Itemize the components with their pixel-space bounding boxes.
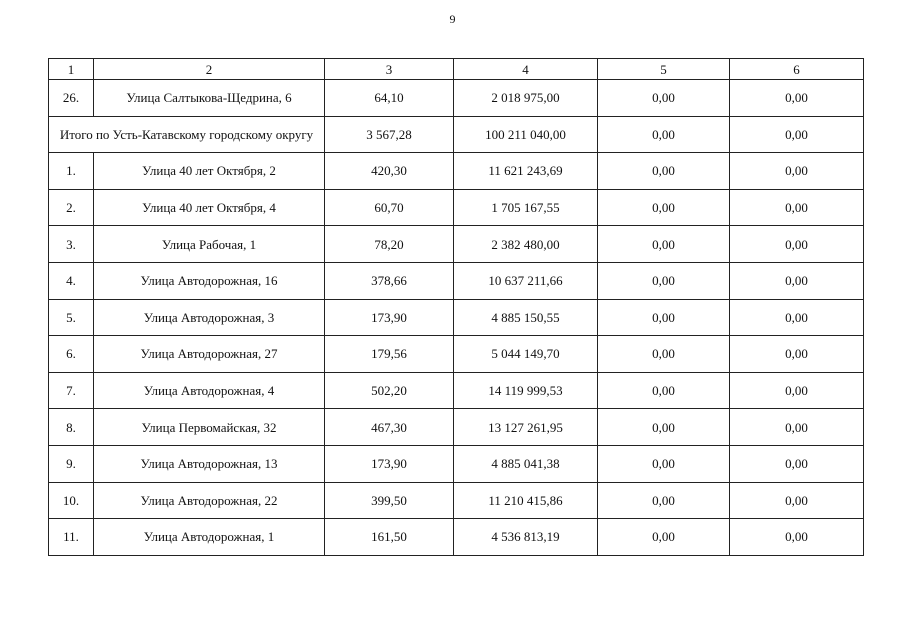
- column-5-cell: 0,00: [598, 372, 730, 409]
- cost-cell: 4 885 041,38: [454, 445, 598, 482]
- cost-cell: 13 127 261,95: [454, 409, 598, 446]
- data-table: [48, 58, 864, 556]
- address-cell: Улица Автодорожная, 4: [94, 372, 325, 409]
- column-6-cell: 0,00: [730, 372, 864, 409]
- address-cell: Улица Рабочая, 1: [94, 226, 325, 263]
- cost-cell: 11 210 415,86: [454, 482, 598, 519]
- column-5-cell: 0,00: [598, 482, 730, 519]
- area-cell: 399,50: [325, 482, 454, 519]
- column-6-cell: 0,00: [730, 262, 864, 299]
- row-number: 10.: [49, 482, 94, 519]
- area-cell: 420,30: [325, 153, 454, 190]
- address-cell: Улица Первомайская, 32: [94, 409, 325, 446]
- cost-cell: 4 536 813,19: [454, 519, 598, 556]
- total-row: [49, 116, 864, 153]
- table-row: [49, 482, 864, 519]
- cost-cell: 2 382 480,00: [454, 226, 598, 263]
- table-header-row: [49, 59, 864, 80]
- column-6-cell: 0,00: [730, 153, 864, 190]
- column-6-cell: 0,00: [730, 189, 864, 226]
- total-label: Итого по Усть-Катавскому городскому округу: [49, 116, 325, 153]
- cost-cell: 1 705 167,55: [454, 189, 598, 226]
- row-number: 4.: [49, 262, 94, 299]
- table-row: [49, 445, 864, 482]
- cost-cell: 100 211 040,00: [454, 116, 598, 153]
- cost-cell: 14 119 999,53: [454, 372, 598, 409]
- column-header: 6: [730, 59, 864, 80]
- cost-cell: 2 018 975,00: [454, 80, 598, 117]
- table-row: [49, 262, 864, 299]
- row-number: 3.: [49, 226, 94, 263]
- table-row: [49, 372, 864, 409]
- table-row: [49, 409, 864, 446]
- column-header: 5: [598, 59, 730, 80]
- column-6-cell: 0,00: [730, 226, 864, 263]
- area-cell: 3 567,28: [325, 116, 454, 153]
- page-number: 9: [449, 12, 456, 26]
- table-row: [49, 80, 864, 117]
- address-cell: Улица Автодорожная, 27: [94, 336, 325, 373]
- table-row: [49, 336, 864, 373]
- cost-cell: 4 885 150,55: [454, 299, 598, 336]
- row-number: 1.: [49, 153, 94, 190]
- cost-cell: 5 044 149,70: [454, 336, 598, 373]
- column-5-cell: 0,00: [598, 226, 730, 263]
- row-number: 2.: [49, 189, 94, 226]
- address-cell: Улица 40 лет Октября, 4: [94, 189, 325, 226]
- row-number: 8.: [49, 409, 94, 446]
- area-cell: 64,10: [325, 80, 454, 117]
- table-row: [49, 189, 864, 226]
- row-number: 9.: [49, 445, 94, 482]
- area-cell: 467,30: [325, 409, 454, 446]
- area-cell: 378,66: [325, 262, 454, 299]
- address-cell: Улица Автодорожная, 3: [94, 299, 325, 336]
- table-row: [49, 153, 864, 190]
- column-header: 2: [94, 59, 325, 80]
- column-6-cell: 0,00: [730, 80, 864, 117]
- column-5-cell: 0,00: [598, 189, 730, 226]
- column-5-cell: 0,00: [598, 262, 730, 299]
- column-5-cell: 0,00: [598, 445, 730, 482]
- row-number: 5.: [49, 299, 94, 336]
- column-header: 1: [49, 59, 94, 80]
- column-6-cell: 0,00: [730, 336, 864, 373]
- row-number: 26.: [49, 80, 94, 117]
- column-5-cell: 0,00: [598, 299, 730, 336]
- area-cell: 161,50: [325, 519, 454, 556]
- column-6-cell: 0,00: [730, 445, 864, 482]
- column-6-cell: 0,00: [730, 519, 864, 556]
- row-number: 11.: [49, 519, 94, 556]
- address-cell: Улица 40 лет Октября, 2: [94, 153, 325, 190]
- column-6-cell: 0,00: [730, 299, 864, 336]
- cost-cell: 10 637 211,66: [454, 262, 598, 299]
- address-cell: Улица Автодорожная, 13: [94, 445, 325, 482]
- area-cell: 60,70: [325, 189, 454, 226]
- address-cell: Улица Автодорожная, 1: [94, 519, 325, 556]
- table-row: [49, 519, 864, 556]
- row-number: 6.: [49, 336, 94, 373]
- cost-cell: 11 621 243,69: [454, 153, 598, 190]
- column-header: 3: [325, 59, 454, 80]
- column-5-cell: 0,00: [598, 153, 730, 190]
- column-5-cell: 0,00: [598, 116, 730, 153]
- area-cell: 173,90: [325, 445, 454, 482]
- address-cell: Улица Автодорожная, 16: [94, 262, 325, 299]
- table-row: [49, 226, 864, 263]
- area-cell: 502,20: [325, 372, 454, 409]
- area-cell: 173,90: [325, 299, 454, 336]
- area-cell: 179,56: [325, 336, 454, 373]
- column-5-cell: 0,00: [598, 519, 730, 556]
- area-cell: 78,20: [325, 226, 454, 263]
- column-6-cell: 0,00: [730, 116, 864, 153]
- address-cell: Улица Салтыкова-Щедрина, 6: [94, 80, 325, 117]
- table-row: [49, 299, 864, 336]
- row-number: 7.: [49, 372, 94, 409]
- column-5-cell: 0,00: [598, 80, 730, 117]
- column-5-cell: 0,00: [598, 336, 730, 373]
- column-header: 4: [454, 59, 598, 80]
- address-cell: Улица Автодорожная, 22: [94, 482, 325, 519]
- column-6-cell: 0,00: [730, 482, 864, 519]
- column-5-cell: 0,00: [598, 409, 730, 446]
- column-6-cell: 0,00: [730, 409, 864, 446]
